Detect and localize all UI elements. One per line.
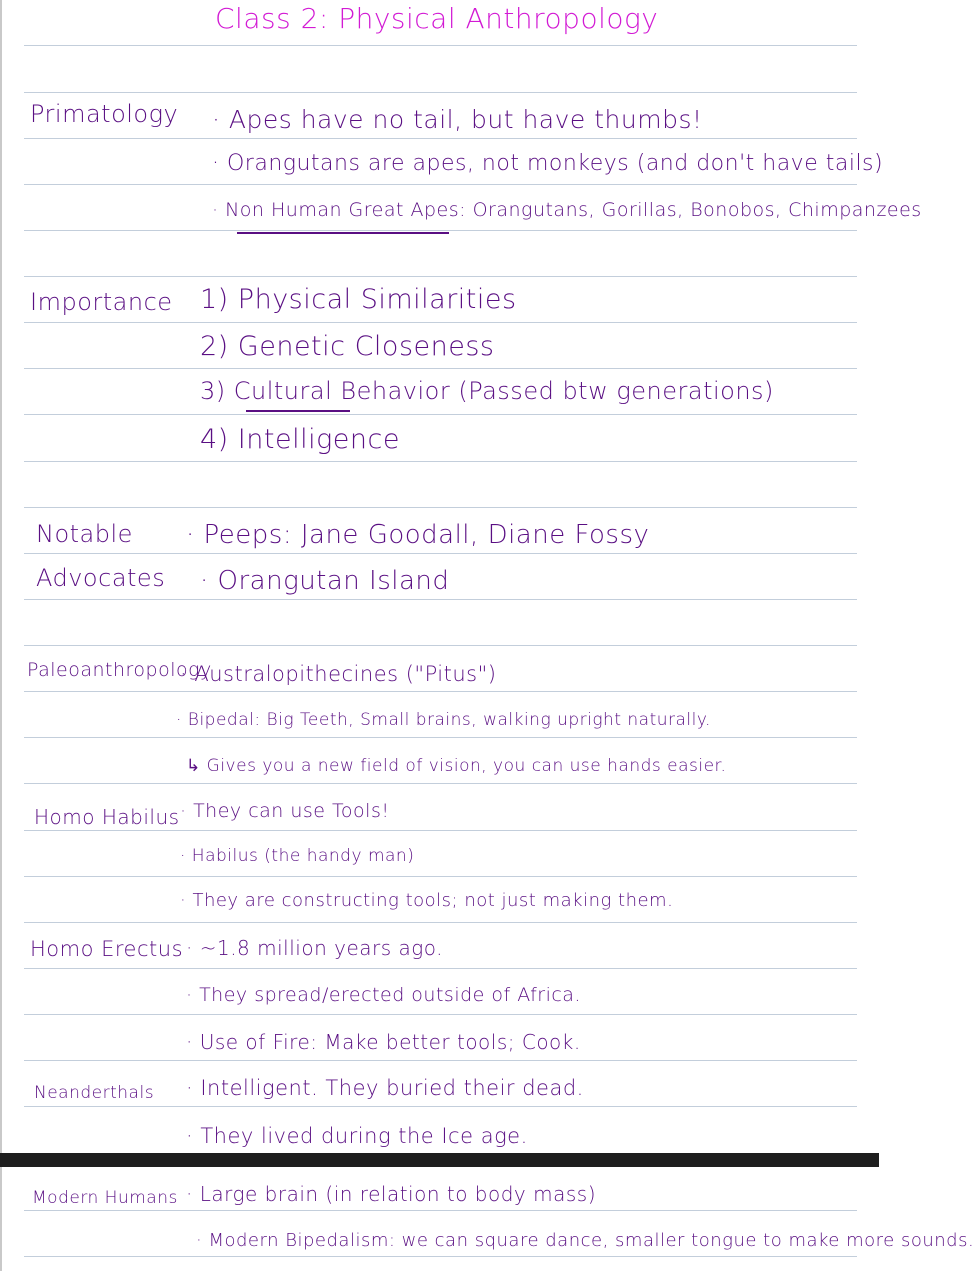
- note-erectus-1: · ~1.8 million years ago.: [186, 936, 444, 960]
- page-title: Class 2: Physical Anthropology: [215, 2, 659, 35]
- ruled-line: [24, 645, 857, 646]
- ruled-line: [24, 553, 857, 554]
- ruled-line: [24, 184, 857, 185]
- note-importance-2: 2) Genetic Closeness: [200, 331, 495, 362]
- ruled-line: [24, 691, 857, 692]
- ruled-line: [24, 1210, 857, 1211]
- note-modern-2: · Modern Bipedalism: we can square dance, smaller tongue to make more sounds.: [196, 1230, 974, 1251]
- underline-great-apes: [237, 232, 449, 234]
- section-label-advocates: Advocates: [36, 564, 166, 592]
- ruled-line: [24, 368, 857, 369]
- section-label-modern-humans: Modern Humans: [32, 1188, 178, 1208]
- ruled-line: [24, 1256, 857, 1257]
- section-label-paleoanthropology: Paleoanthropology: [27, 659, 212, 681]
- note-primatology-2: · Orangutans are apes, not monkeys (and don't have tails): [212, 151, 884, 176]
- note-advocates-2: · Orangutan Island: [200, 566, 450, 596]
- note-primatology-3: · Non Human Great Apes: Orangutans, Gorillas, Bonobos, Chimpanzees: [212, 199, 922, 221]
- page-gutter: [0, 0, 2, 1271]
- ruled-line: [24, 414, 857, 415]
- note-paleo-3: ↳ Gives you a new field of vision, you can use hands easier.: [186, 756, 727, 776]
- ruled-line: [24, 276, 857, 277]
- ruled-line: [24, 92, 857, 93]
- section-label-importance: Importance: [30, 288, 173, 316]
- section-label-homo-erectus: Homo Erectus: [30, 937, 184, 961]
- ruled-line: [24, 507, 857, 508]
- section-label-notable: Notable: [36, 520, 133, 548]
- ruled-line: [24, 1060, 857, 1061]
- page-break-band: [0, 1153, 879, 1167]
- ruled-line: [24, 138, 857, 139]
- note-importance-1: 1) Physical Similarities: [200, 284, 517, 315]
- note-paleo-2: · Bipedal: Big Teeth, Small brains, walking upright naturally.: [176, 710, 711, 730]
- underline-cultural: [246, 410, 350, 412]
- note-importance-3: 3) Cultural Behavior (Passed btw generations): [200, 377, 774, 405]
- ruled-line: [24, 830, 857, 831]
- note-primatology-1: · Apes have no tail, but have thumbs!: [212, 105, 703, 134]
- note-habilus-3: · They are constructing tools; not just making them.: [180, 890, 674, 911]
- note-modern-1: · Large brain (in relation to body mass): [186, 1182, 597, 1206]
- note-neanderthals-2: · They lived during the Ice age.: [186, 1124, 528, 1148]
- ruled-line: [24, 1014, 857, 1015]
- note-neanderthals-1: · Intelligent. They buried their dead.: [186, 1076, 584, 1100]
- ruled-line: [24, 322, 857, 323]
- note-paleo-1: · Australopithecines ("Pitus"): [180, 662, 497, 686]
- ruled-line: [24, 968, 857, 969]
- ruled-line: [24, 876, 857, 877]
- section-label-homo-habilus: Homo Habilus: [34, 805, 180, 829]
- note-advocates-1: · Peeps: Jane Goodall, Diane Fossy: [186, 520, 650, 550]
- ruled-line: [24, 922, 857, 923]
- note-importance-4: 4) Intelligence: [200, 424, 400, 455]
- ruled-line: [24, 45, 857, 46]
- note-habilus-1: · They can use Tools!: [180, 800, 390, 822]
- ruled-line: [24, 230, 857, 231]
- ruled-line: [24, 737, 857, 738]
- note-erectus-2: · They spread/erected outside of Africa.: [186, 984, 581, 1006]
- note-habilus-2: · Habilus (the handy man): [180, 846, 415, 866]
- section-label-primatology: Primatology: [30, 100, 179, 128]
- note-erectus-3: · Use of Fire: Make better tools; Cook.: [186, 1030, 581, 1054]
- ruled-line: [24, 599, 857, 600]
- ruled-line: [24, 1106, 857, 1107]
- ruled-line: [24, 783, 857, 784]
- ruled-line: [24, 461, 857, 462]
- section-label-neanderthals: Neanderthals: [34, 1083, 155, 1103]
